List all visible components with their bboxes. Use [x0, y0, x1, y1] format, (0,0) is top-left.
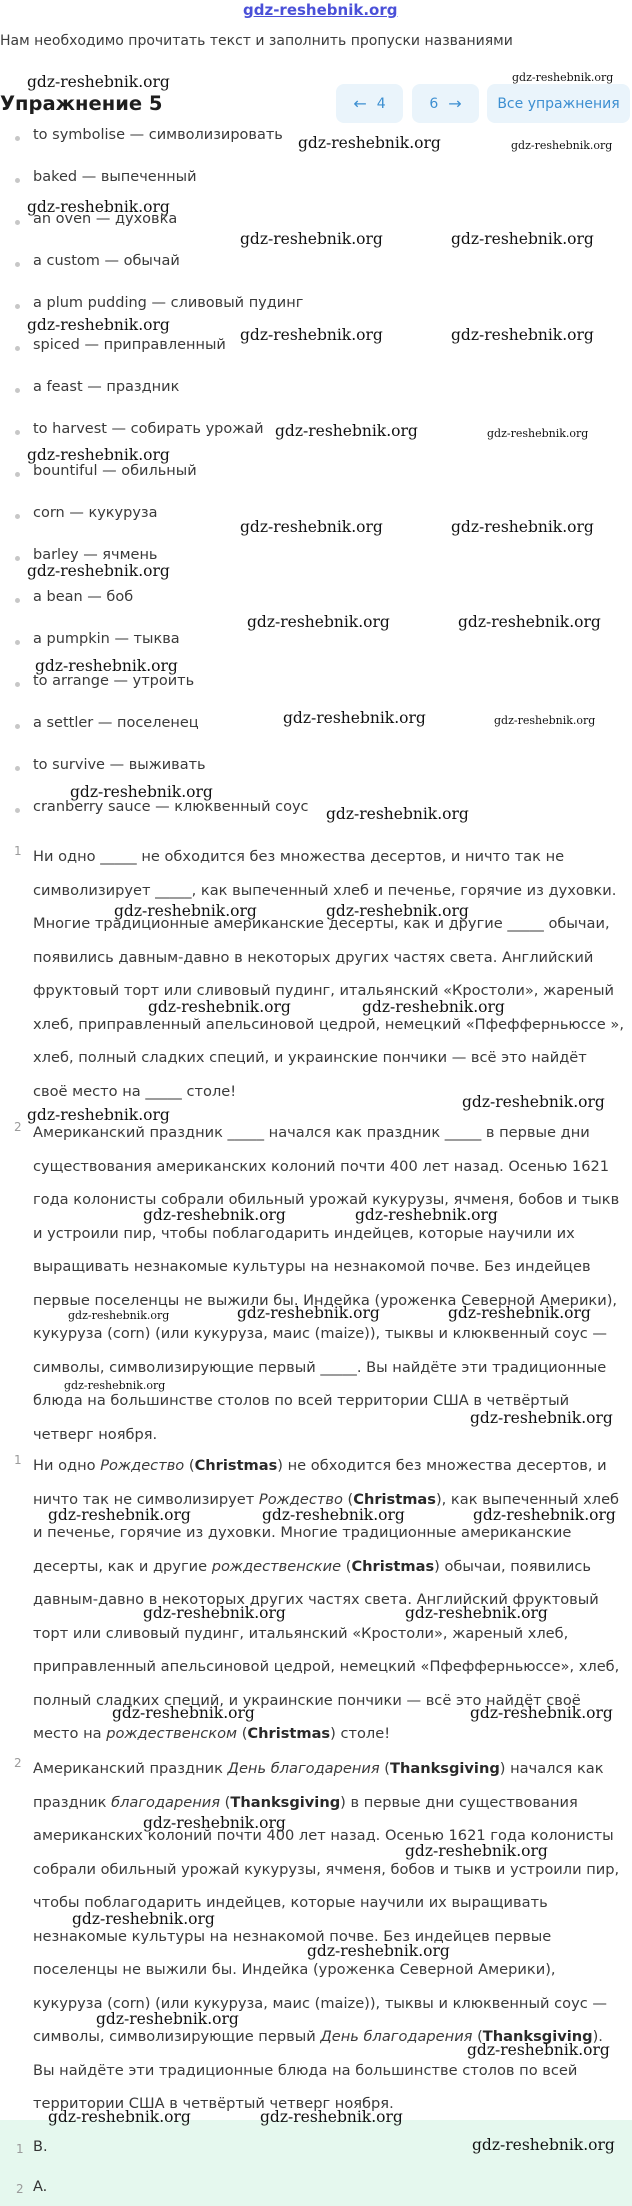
bullet-icon [15, 808, 20, 813]
prev-exercise-button[interactable] [336, 84, 403, 123]
watermark: gdz-reshebnik.org [68, 1309, 170, 1322]
watermark: gdz-reshebnik.org [473, 1506, 616, 1524]
site-link[interactable]: gdz-reshebnik.org [243, 1, 398, 19]
watermark: gdz-reshebnik.org [494, 714, 596, 727]
bullet-icon [15, 472, 20, 477]
paragraph-number: 2 [14, 1756, 22, 1770]
bullet-icon [15, 556, 20, 561]
paragraph-text: Ни одно Рождество (Christmas) не обходится без множества десертов, и ничто так не символизирует Рождество (Christmas), как выпеченный хлеб и печенье, горячие из духовки. Многие традиционные американские десерты, как и другие рождественские (Christmas) обычаи, появились давным-давно в некоторых других частях света. Английский фруктовый торт или сливовый пудинг, итальянский «Кростоли», жареный хлеб, приправленный апельсиновой цедрой, немецкий «Пфефферньюссе», хлеб, полный сладких специй, и украинские пончики — всё это найдёт своё место на рождественском (Christmas) столе! [33, 1457, 620, 1742]
watermark: gdz-reshebnik.org [462, 1093, 605, 1111]
answer-row: 2 A. [16, 2179, 48, 2196]
watermark: gdz-reshebnik.org [451, 230, 594, 248]
bullet-icon [15, 640, 20, 645]
bullet-icon [15, 514, 20, 519]
bullet-icon [15, 766, 20, 771]
bullet-icon [15, 178, 20, 183]
watermark: gdz-reshebnik.org [458, 613, 601, 631]
intro-text: Нам необходимо прочитать текст и заполнить пропуски названиями [0, 33, 513, 49]
watermark: gdz-reshebnik.org [247, 613, 390, 631]
watermark: gdz-reshebnik.org [237, 1304, 380, 1322]
watermark: gdz-reshebnik.org [467, 2041, 610, 2059]
watermark: gdz-reshebnik.org [27, 316, 170, 334]
watermark: gdz-reshebnik.org [451, 518, 594, 536]
all-exercises-button[interactable]: Все упражнения [487, 84, 630, 123]
bullet-icon [15, 682, 20, 687]
watermark: gdz-reshebnik.org [262, 1506, 405, 1524]
watermark: gdz-reshebnik.org [275, 422, 418, 440]
bullet-icon [15, 304, 20, 309]
watermark: gdz-reshebnik.org [487, 427, 589, 440]
watermark: gdz-reshebnik.org [48, 2108, 191, 2126]
watermark: gdz-reshebnik.org [48, 1506, 191, 1524]
answers-block [0, 2120, 632, 2206]
watermark: gdz-reshebnik.org [96, 2010, 239, 2028]
watermark: gdz-reshebnik.org [143, 1206, 286, 1224]
bullet-icon [15, 724, 20, 729]
watermark: gdz-reshebnik.org [27, 198, 170, 216]
watermark: gdz-reshebnik.org [472, 2136, 615, 2154]
bullet-icon [15, 388, 20, 393]
watermark: gdz-reshebnik.org [148, 998, 291, 1016]
watermark: gdz-reshebnik.org [260, 2108, 403, 2126]
watermark: gdz-reshebnik.org [143, 1604, 286, 1622]
watermark: gdz-reshebnik.org [283, 709, 426, 727]
watermark: gdz-reshebnik.org [27, 562, 170, 580]
bullet-icon [15, 430, 20, 435]
paragraph-number: 1 [14, 844, 22, 858]
watermark: gdz-reshebnik.org [355, 1206, 498, 1224]
bullet-icon [15, 598, 20, 603]
watermark: gdz-reshebnik.org [143, 1814, 286, 1832]
watermark: gdz-reshebnik.org [72, 1910, 215, 1928]
watermark: gdz-reshebnik.org [470, 1409, 613, 1427]
paragraph-text: Ни одно _____ не обходится без множества десертов, и ничто так не символизирует _____, как выпеченный хлеб и печенье, горячие из духовки. Многие традиционные американские десерты, как и другие _____ обычаи, появились давным-давно в некоторых других частях света. Английский фруктовый торт или сливовый пудинг, итальянский «Кростоли», жареный хлеб, приправленный апельсиновой цедрой, немецкий «Пфефферньюссе », хлеб, полный сладких специй, и украинские пончики — всё это найдёт своё место на _____ столе! [33, 848, 624, 1100]
watermark: gdz-reshebnik.org [64, 1379, 166, 1392]
watermark: gdz-reshebnik.org [27, 73, 170, 91]
watermark: gdz-reshebnik.org [326, 902, 469, 920]
watermark: gdz-reshebnik.org [451, 326, 594, 344]
watermark: gdz-reshebnik.org [362, 998, 505, 1016]
watermark: gdz-reshebnik.org [240, 518, 383, 536]
watermark: gdz-reshebnik.org [326, 805, 469, 823]
bullet-icon [15, 136, 20, 141]
bullet-icon [15, 262, 20, 267]
arrow-left-icon: ← [353, 94, 367, 113]
watermark: gdz-reshebnik.org [511, 139, 613, 152]
watermark: gdz-reshebnik.org [240, 230, 383, 248]
answer-row: 1 B. [16, 2139, 48, 2156]
paragraph-text: Американский праздник День благодарения (Thanksgiving) начался как праздник благодарения (Thanksgiving) в первые дни существования американских колоний почти 400 лет назад. Осенью 1621 года колонисты собрали обильный урожай кукурузы, ячменя, бобов и тыкв и устроили пир, чтобы поблагодарить индейцев, которые научили их выращивать незнакомые культуры на незнакомой почве. Без индейцев первые поселенцы не выжили бы. Индейка (уроженка Северной Америки), кукуруза (corn) (или кукуруза, маис (maize)), тыквы и клюквенный соус — символы, символизирующие первый День благодарения (Thanksgiving). Вы найдёте эти традиционные блюда на большинстве столов по всей территории США в четвёртый четверг ноября. [33, 1760, 620, 2112]
watermark: gdz-reshebnik.org [112, 1704, 255, 1722]
paragraph-number: 1 [14, 1453, 22, 1467]
paragraph-text: Американский праздник _____ начался как праздник _____ в первые дни существования американских колоний почти 400 лет назад. Осенью 1621 года колонисты собрали обильный урожай кукурузы, ячменя, бобов и тыкв и устроили пир, чтобы поблагодарить индейцев, которые научили их выращивать незнакомые культуры на незнакомой почве. Без индейцев первые поселенцы не выжили бы. Индейка (уроженка Северной Америки), кукуруза (corn) (или кукуруза, маис (maize)), тыквы и клюквенный соус — символы, символизирующие первый _____. Вы найдёте эти традиционные блюда на большинстве столов по всей территории США в четвёртый четверг ноября. [33, 1124, 620, 1443]
watermark: gdz-reshebnik.org [35, 657, 178, 675]
watermark: gdz-reshebnik.org [470, 1704, 613, 1722]
next-exercise-label: 6 [429, 95, 439, 112]
arrow-right-icon: → [448, 94, 462, 113]
next-exercise-button[interactable] [412, 84, 479, 123]
watermark: gdz-reshebnik.org [27, 1106, 170, 1124]
watermark: gdz-reshebnik.org [70, 783, 213, 801]
prev-exercise-label: 4 [376, 95, 386, 112]
watermark: gdz-reshebnik.org [27, 446, 170, 464]
watermark: gdz-reshebnik.org [240, 326, 383, 344]
watermark: gdz-reshebnik.org [405, 1842, 548, 1860]
watermark: gdz-reshebnik.org [298, 134, 441, 152]
bullet-icon [15, 220, 20, 225]
watermark: gdz-reshebnik.org [405, 1604, 548, 1622]
bullet-icon [15, 346, 20, 351]
page-title: Упражнение 5 [0, 92, 163, 115]
intro-overflow-line [0, 62, 632, 68]
paragraph-number: 2 [14, 1120, 22, 1134]
watermark: gdz-reshebnik.org [307, 1942, 450, 1960]
watermark: gdz-reshebnik.org [448, 1304, 591, 1322]
watermark: gdz-reshebnik.org [114, 902, 257, 920]
watermark: gdz-reshebnik.org [512, 71, 614, 84]
